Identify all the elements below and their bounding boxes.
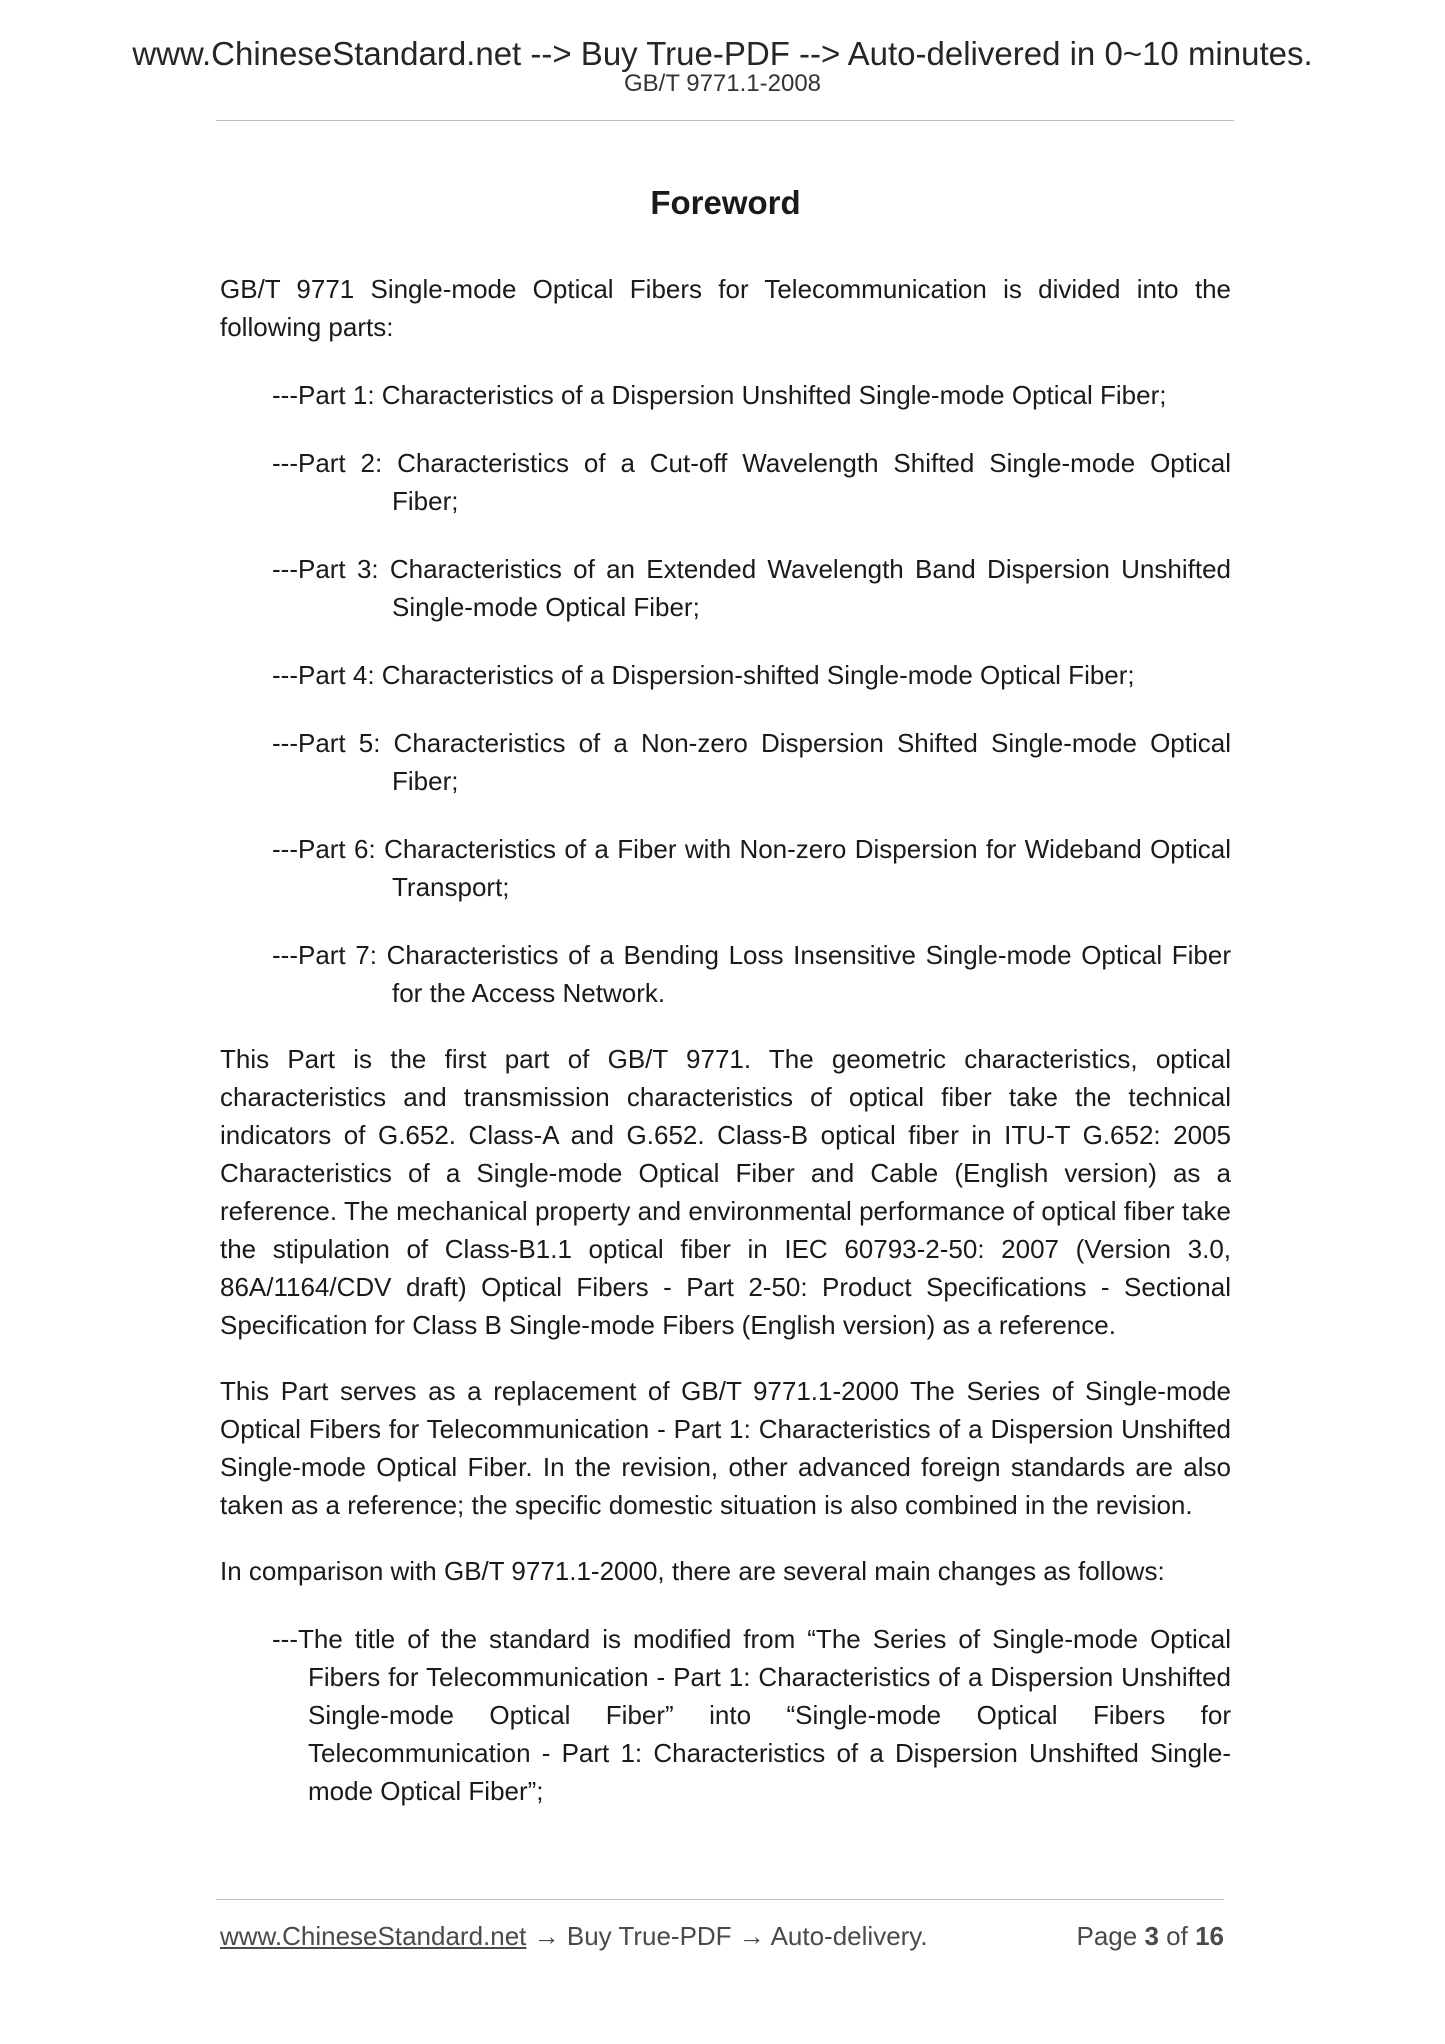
page-footer: [220, 1918, 1224, 1954]
page-label: Page: [1076, 1921, 1138, 1951]
document-id: GB/T 9771.1-2008: [623, 70, 822, 97]
site-link[interactable]: www.ChineseStandard.net: [220, 1921, 527, 1951]
intro-paragraph: GB/T 9771 Single-mode Optical Fibers for Telecommunication is divided into the following parts:: [220, 274, 1231, 342]
list-item: ---Part 3: Characteristics of an Extended Wavelength Band Dispersion Unshifted Single-mode Optical Fiber;: [272, 554, 1231, 622]
of-label: of: [1166, 1921, 1188, 1951]
changes-list: [220, 1620, 1231, 1810]
total-pages: 16: [1195, 1921, 1224, 1951]
body-paragraph: In comparison with GB/T 9771.1-2000, there are several main changes as follows:: [220, 1556, 1165, 1586]
list-item: ---Part 7: Characteristics of a Bending Loss Insensitive Single-mode Optical Fiber for the Access Network.: [272, 940, 1231, 1008]
body-paragraph: This Part serves as a replacement of GB/T 9771.1-2000 The Series of Single-mode Optical Fibers for Telecommunication - Part 1: Characteristics of a Dispersion Unshifted Single-mode Optical Fiber. In the revision, other advanced foreign standards are also taken as a reference; the specific domestic situation is also combined in the revision.: [220, 1376, 1231, 1520]
body-paragraph: This Part is the first part of GB/T 9771. The geometric characteristics, optical characteristics and transmission characteristics of optical fiber take the technical indicators of G.652. Class-A and G.652. Class-B optical fiber in ITU-T G.652: 2005 Characteristics of a Single-mode Optical Fiber and Cable (English version) as a reference. The mechanical property and environmental performance of optical fiber take the stipulation of Class-B1.1 optical fiber in IEC 60793-2-50: 2007 (Version 3.0, 86A/1164/CDV draft) Optical Fibers - Part 2-50: Product Specifications - Sectional Specification for Class B Single-mode Fibers (English version) as a reference.: [220, 1044, 1231, 1340]
current-page: 3: [1144, 1921, 1159, 1951]
list-item: ---Part 4: Characteristics of a Dispersion-shifted Single-mode Optical Fiber;: [272, 660, 1135, 690]
parts-list: [220, 376, 1231, 1012]
list-item: ---Part 1: Characteristics of a Dispersion Unshifted Single-mode Optical Fiber;: [272, 380, 1167, 410]
list-item: ---Part 5: Characteristics of a Non-zero Dispersion Shifted Single-mode Optical Fiber;: [272, 728, 1231, 796]
list-item: ---The title of the standard is modified from “The Series of Single-mode Optical Fibers for Telecommunication - Part 1: Characteristics of a Dispersion Unshifted Single-mode Optical Fiber” into “Single-mode Optical Fibers for Telecommunication - Part 1: Characteristics of a Dispersion Unshifted Single-mode Optical Fiber”;: [272, 1624, 1231, 1806]
page-number: [1076, 1918, 1224, 1954]
list-item: ---Part 6: Characteristics of a Fiber with Non-zero Dispersion for Wideband Optical Transport;: [272, 834, 1231, 902]
footer-divider: [216, 1899, 1224, 1900]
footer-left: [220, 1918, 928, 1954]
page-content: [220, 178, 1231, 1810]
header-divider: [216, 120, 1234, 121]
footer-tagline: → Buy True-PDF → Auto-delivery.: [526, 1921, 928, 1951]
list-item: ---Part 2: Characteristics of a Cut-off Wavelength Shifted Single-mode Optical Fiber;: [272, 448, 1231, 516]
site-banner: www.ChineseStandard.net --> Buy True-PDF --> Auto-delivered in 0~10 minutes.: [132, 35, 1313, 72]
page-title: Foreword: [650, 184, 801, 221]
